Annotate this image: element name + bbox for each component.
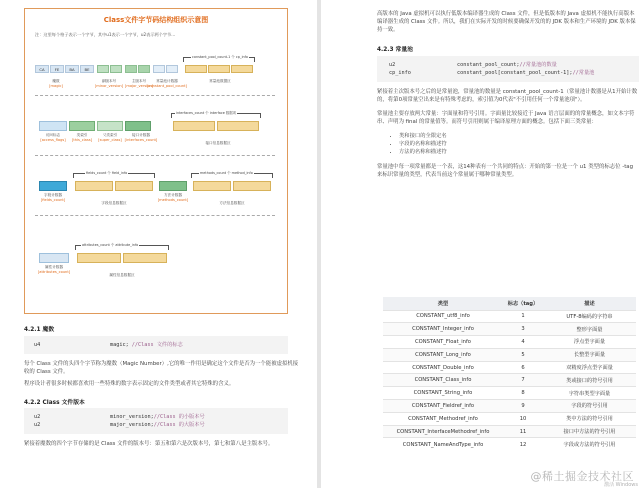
byte-block [39,181,67,191]
class-structure-figure [24,8,288,314]
section-heading-constant-pool: 4.2.3 常量池 [377,47,413,53]
bracket-label: constant_pool_count-1 个 cp_info [192,55,248,59]
table-row: CONSTANT_String_info 8 字符串类型字面量 [383,387,636,400]
list-item: • 方法的名称和描述符 [399,148,447,156]
paragraph: 常量池主要存放两大常量：字面量和符号引用。字面量比较接近于 Java 语言层面的的常量概念，如文本字符串、声明为 final 的常量值等。而符号引用则属于编译原理方面的概念。包括下面三类常量： [377,111,635,125]
section-heading-version: 4.2.2 Class 文件版本 [24,400,85,406]
paragraph: 紧接着主次版本号之后的是常量池，常量池的数量是 constant_pool_count-1（常量池计数器是从1开始计数的，将第0项常量空出来是有特殊考虑的，索引值为0代表"不引用任何一个常量池项"）。 [377,89,638,103]
section-heading-magic: 4.2.1 魔数 [24,327,55,333]
byte-block [39,121,67,131]
caption: 主版本号 [major_version] [124,79,154,88]
hex-cell [125,65,137,73]
table-header-row [383,297,636,310]
byte-block [97,121,123,131]
hex-cell: FE [50,65,64,73]
table-row: CONSTANT_Methodref_info 10 类中方法的符号引用 [383,412,636,425]
hex-cell [97,65,109,73]
caption: 属性信息数据区 [109,273,135,277]
column-header: 类型 [383,297,503,310]
code-block-magic: u4 magic; //Class 文件的标志 [24,336,288,354]
byte-block [173,121,215,131]
byte-block [217,121,259,131]
figure-title: Class文件字节码结构组织示意图 [103,16,209,24]
caption: 访问标志 [access_flags] [40,133,66,142]
code-block-constant-pool: u2 constant_pool_count;//常量池的数量 cp_info constant_pool[constant_pool_count-1];//常量池 [377,56,639,82]
caption: 方法计数器 [methods_count] [157,193,189,202]
table-row: CONSTANT_Double_info 6 双精度浮点型字面量 [383,361,636,374]
caption: 副版本号 [minor_version] [94,79,124,88]
column-header: 标志（tag） [503,297,543,310]
dashed-track [35,95,275,96]
bracket-label: fields_count 个 field_info [86,171,128,175]
paragraph: 每个 Class 文件的头四个字节称为魔数（Magic Number）,它的唯一作用是确定这个文件是否为一个能被虚拟机接收的 Class 文件。 [24,361,299,375]
table-row: CONSTANT_Long_info 5 长整型字面量 [383,348,636,361]
byte-block [233,181,271,191]
hex-cell [166,65,178,73]
caption: 常量池计数器 [constant_pool_count] [147,79,187,88]
byte-block [115,181,153,191]
left-page [0,0,317,488]
activation-watermark: 激活 Windows [604,482,638,488]
table-row: CONSTANT_Class_info 7 类或接口的符号引用 [383,374,636,387]
constant-kinds-list [391,132,447,156]
list-item: • 类和接口的全限定名 [399,132,447,140]
hex-cell [185,65,207,73]
table-row: CONSTANT_Float_info 4 浮点型字面量 [383,336,636,349]
byte-block [39,253,69,263]
hex-cell: BA [65,65,79,73]
paragraph: 常量池中每一项常量都是一个表，这14种表有一个共同的特点：开始的第一位是一个 u1 类型的标志位 -tag 来标识常量的类型，代表当前这个常量属于哪种常量类型。 [377,164,634,178]
caption: 字段计数器 [fields_count] [40,193,66,202]
table-row: CONSTANT_NameAndType_info 12 字段或方法的符号引用 [383,438,636,451]
code-block-version: u2 minor_version;//Class 的小版本号 u2 major_version;//Class 的大版本号 [24,408,288,434]
byte-block [69,121,95,131]
column-header: 描述 [543,297,636,310]
byte-block [123,253,167,263]
hex-cell [110,65,122,73]
table-row: CONSTANT_Fieldref_info 9 字段的符号引用 [383,400,636,413]
watermark: @稀土掘金技术社区 [530,470,634,483]
byte-block [159,181,187,191]
caption: 接口计数器 [interfaces_count] [124,133,158,142]
hex-cell [138,65,150,73]
caption: 类索引 [this_class] [71,133,93,142]
byte-block [75,181,113,191]
caption: 属性计数器 [attributes_count] [37,265,71,274]
dashed-track [35,155,275,156]
paragraph: 高版本的 Java 虚拟机可以执行低版本编译器生成的 Class 文件，但是低版本的 Java 虚拟机不能执行高版本编译器生成的 Class 文件。所以，我们在实际开发的时候要确保开发的的 JDK 版本和生产环境的 JDK 版本保持一致。 [377,11,636,33]
table-row: CONSTANT_utf8_info 1 UTF-8编码的字符串 [383,310,636,323]
hex-cell [153,65,165,73]
hex-cell [231,65,253,73]
byte-block [125,121,151,131]
bracket-label: attributes_count 个 attribute_info [82,243,139,247]
caption: 魔数 [magic] [49,79,63,88]
hex-cell: CA [35,65,49,73]
caption: 字段信息数据区 [101,201,127,205]
list-item: • 字段的名称和描述符 [399,140,447,148]
caption: 父类索引 [super_class] [98,133,122,142]
hex-cell [208,65,230,73]
hex-cell: BE [80,65,94,73]
table-row: CONSTANT_Integer_info 3 整形字面量 [383,323,636,336]
bracket-label: methods_count 个 method_info [200,171,253,175]
constant-type-table [383,297,636,451]
caption: 方法信息数据区 [219,201,245,205]
paragraph: 程序设计者很多时候都喜欢用一些特殊的数字表示固定的文件类型或者其它特殊的含义。 [24,381,235,387]
figure-note: 注：这里每个格子表示一个字节，其中u1表示一个字节，u2表示两个字节... [35,32,176,37]
byte-block [193,181,231,191]
right-page [321,0,640,488]
caption: 常量池数据区 [209,79,231,83]
table-row: CONSTANT_InterfaceMethodref_info 11 接口中方法的符号引用 [383,425,636,438]
caption: 接口信息数据区 [205,141,231,145]
dashed-track [35,215,275,216]
byte-block [77,253,121,263]
paragraph: 紧接着魔数的四个字节存储的是 Class 文件的版本号：第五和第六是次版本号，第七和第八是主版本号。 [24,441,274,447]
bracket-label: interfaces_count 个 interface 数据项 [176,111,237,115]
